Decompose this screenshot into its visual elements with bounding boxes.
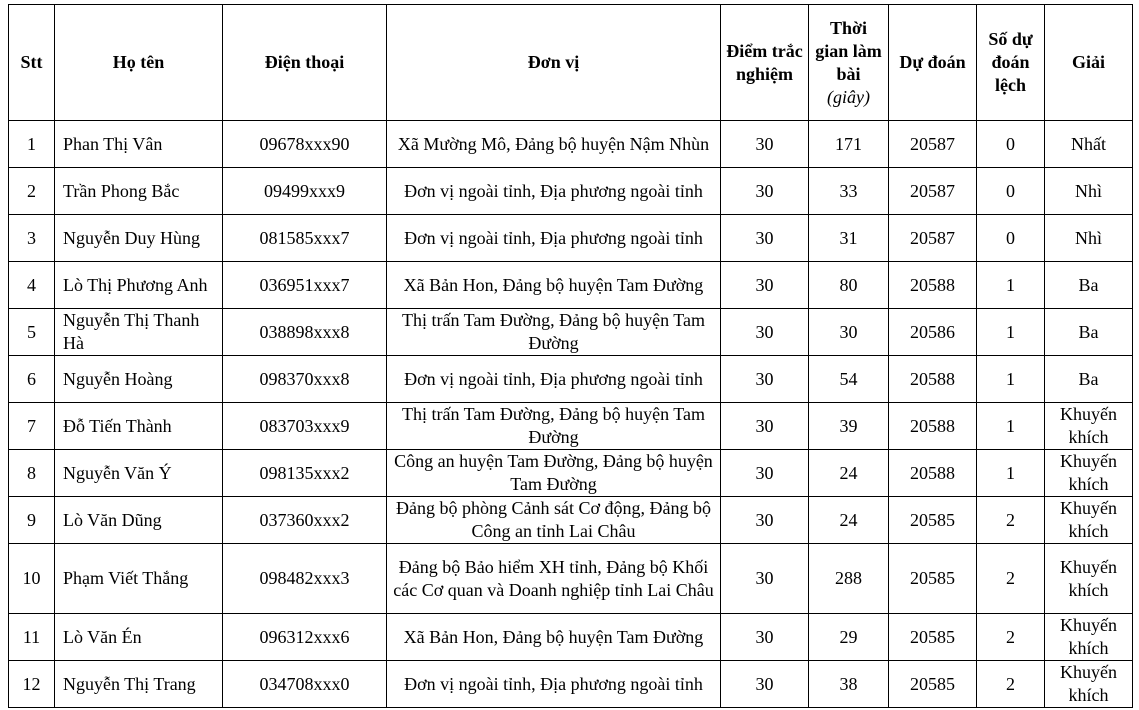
cell-deviation: 1 [977, 309, 1045, 356]
cell-unit: Thị trấn Tam Đường, Đảng bộ huyện Tam Đường [387, 403, 721, 450]
cell-phone: 096312xxx6 [223, 614, 387, 661]
cell-phone: 098482xxx3 [223, 544, 387, 614]
cell-time: 288 [809, 544, 889, 614]
cell-name: Nguyễn Văn Ý [55, 450, 223, 497]
table-row [9, 403, 1133, 450]
header-name: Họ tên [55, 5, 223, 121]
cell-unit: Xã Mường Mô, Đảng bộ huyện Nậm Nhùn [387, 121, 721, 168]
cell-name: Phạm Viết Thắng [55, 544, 223, 614]
cell-prize: Ba [1045, 309, 1133, 356]
table-row [9, 309, 1133, 356]
header-unit: Đơn vị [387, 5, 721, 121]
table-row [9, 450, 1133, 497]
cell-prize: Nhì [1045, 215, 1133, 262]
cell-guess: 20587 [889, 215, 977, 262]
cell-prize: Khuyến khích [1045, 497, 1133, 544]
cell-prize: Ba [1045, 262, 1133, 309]
cell-unit: Xã Bản Hon, Đảng bộ huyện Tam Đường [387, 262, 721, 309]
cell-deviation: 1 [977, 450, 1045, 497]
cell-guess: 20585 [889, 614, 977, 661]
cell-time: 54 [809, 356, 889, 403]
cell-phone: 083703xxx9 [223, 403, 387, 450]
table-row [9, 661, 1133, 708]
cell-name: Trần Phong Bắc [55, 168, 223, 215]
cell-time: 24 [809, 497, 889, 544]
cell-time: 33 [809, 168, 889, 215]
cell-deviation: 2 [977, 614, 1045, 661]
cell-name: Nguyễn Thị Trang [55, 661, 223, 708]
header-guess: Dự đoán [889, 5, 977, 121]
cell-name: Đỗ Tiến Thành [55, 403, 223, 450]
cell-deviation: 1 [977, 262, 1045, 309]
header-prize: Giải [1045, 5, 1133, 121]
cell-guess: 20585 [889, 497, 977, 544]
header-stt: Stt [9, 5, 55, 121]
cell-stt: 11 [9, 614, 55, 661]
results-table [8, 4, 1133, 708]
cell-deviation: 2 [977, 661, 1045, 708]
cell-unit: Xã Bản Hon, Đảng bộ huyện Tam Đường [387, 614, 721, 661]
cell-stt: 10 [9, 544, 55, 614]
cell-score: 30 [721, 309, 809, 356]
cell-phone: 034708xxx0 [223, 661, 387, 708]
cell-stt: 2 [9, 168, 55, 215]
cell-stt: 5 [9, 309, 55, 356]
cell-name: Lò Văn Én [55, 614, 223, 661]
cell-name: Nguyễn Hoàng [55, 356, 223, 403]
cell-name: Lò Văn Dũng [55, 497, 223, 544]
cell-time: 80 [809, 262, 889, 309]
header-time-unit: (giây) [827, 86, 870, 107]
cell-stt: 8 [9, 450, 55, 497]
cell-score: 30 [721, 121, 809, 168]
cell-guess: 20585 [889, 661, 977, 708]
cell-time: 39 [809, 403, 889, 450]
cell-guess: 20587 [889, 168, 977, 215]
cell-stt: 6 [9, 356, 55, 403]
cell-deviation: 0 [977, 215, 1045, 262]
cell-phone: 037360xxx2 [223, 497, 387, 544]
table-row [9, 121, 1133, 168]
cell-time: 30 [809, 309, 889, 356]
cell-guess: 20586 [889, 309, 977, 356]
table-row [9, 168, 1133, 215]
cell-stt: 3 [9, 215, 55, 262]
cell-stt: 12 [9, 661, 55, 708]
cell-unit: Đơn vị ngoài tỉnh, Địa phương ngoài tỉnh [387, 356, 721, 403]
cell-guess: 20585 [889, 544, 977, 614]
cell-guess: 20588 [889, 450, 977, 497]
header-deviation: Số dự đoán lệch [977, 5, 1045, 121]
cell-prize: Khuyến khích [1045, 450, 1133, 497]
table-row [9, 215, 1133, 262]
cell-phone: 09678xxx90 [223, 121, 387, 168]
header-time-label: Thời gian làm bài [815, 17, 882, 84]
cell-deviation: 2 [977, 544, 1045, 614]
cell-guess: 20587 [889, 121, 977, 168]
cell-prize: Khuyến khích [1045, 403, 1133, 450]
cell-name: Nguyễn Duy Hùng [55, 215, 223, 262]
header-row [9, 5, 1133, 121]
table-row [9, 356, 1133, 403]
table-row [9, 497, 1133, 544]
cell-score: 30 [721, 168, 809, 215]
cell-unit: Công an huyện Tam Đường, Đảng bộ huyện Tam Đường [387, 450, 721, 497]
cell-name: Nguyễn Thị Thanh Hà [55, 309, 223, 356]
cell-deviation: 0 [977, 121, 1045, 168]
cell-score: 30 [721, 497, 809, 544]
cell-phone: 098370xxx8 [223, 356, 387, 403]
table-row [9, 614, 1133, 661]
cell-time: 29 [809, 614, 889, 661]
cell-time: 38 [809, 661, 889, 708]
cell-name: Phan Thị Vân [55, 121, 223, 168]
cell-stt: 9 [9, 497, 55, 544]
cell-prize: Khuyến khích [1045, 544, 1133, 614]
header-time [809, 5, 889, 121]
cell-stt: 1 [9, 121, 55, 168]
cell-unit: Thị trấn Tam Đường, Đảng bộ huyện Tam Đường [387, 309, 721, 356]
cell-time: 171 [809, 121, 889, 168]
cell-deviation: 1 [977, 403, 1045, 450]
table-row [9, 262, 1133, 309]
cell-deviation: 2 [977, 497, 1045, 544]
cell-score: 30 [721, 450, 809, 497]
cell-deviation: 0 [977, 168, 1045, 215]
cell-prize: Ba [1045, 356, 1133, 403]
header-score: Điểm trắc nghiệm [721, 5, 809, 121]
cell-phone: 098135xxx2 [223, 450, 387, 497]
cell-unit: Đảng bộ Bảo hiểm XH tỉnh, Đảng bộ Khối các Cơ quan và Doanh nghiệp tỉnh Lai Châu [387, 544, 721, 614]
cell-score: 30 [721, 262, 809, 309]
cell-time: 31 [809, 215, 889, 262]
cell-deviation: 1 [977, 356, 1045, 403]
cell-guess: 20588 [889, 403, 977, 450]
cell-unit: Đơn vị ngoài tỉnh, Địa phương ngoài tỉnh [387, 215, 721, 262]
cell-stt: 4 [9, 262, 55, 309]
cell-score: 30 [721, 544, 809, 614]
cell-stt: 7 [9, 403, 55, 450]
cell-prize: Nhất [1045, 121, 1133, 168]
cell-score: 30 [721, 356, 809, 403]
cell-score: 30 [721, 215, 809, 262]
cell-prize: Khuyến khích [1045, 661, 1133, 708]
table-row [9, 544, 1133, 614]
cell-phone: 09499xxx9 [223, 168, 387, 215]
cell-prize: Khuyến khích [1045, 614, 1133, 661]
cell-score: 30 [721, 661, 809, 708]
cell-phone: 081585xxx7 [223, 215, 387, 262]
cell-phone: 038898xxx8 [223, 309, 387, 356]
cell-guess: 20588 [889, 262, 977, 309]
cell-score: 30 [721, 403, 809, 450]
cell-time: 24 [809, 450, 889, 497]
cell-unit: Đảng bộ phòng Cảnh sát Cơ động, Đảng bộ Công an tỉnh Lai Châu [387, 497, 721, 544]
header-phone: Điện thoại [223, 5, 387, 121]
cell-score: 30 [721, 614, 809, 661]
cell-unit: Đơn vị ngoài tỉnh, Địa phương ngoài tỉnh [387, 168, 721, 215]
cell-unit: Đơn vị ngoài tỉnh, Địa phương ngoài tỉnh [387, 661, 721, 708]
cell-phone: 036951xxx7 [223, 262, 387, 309]
cell-guess: 20588 [889, 356, 977, 403]
cell-prize: Nhì [1045, 168, 1133, 215]
cell-name: Lò Thị Phương Anh [55, 262, 223, 309]
